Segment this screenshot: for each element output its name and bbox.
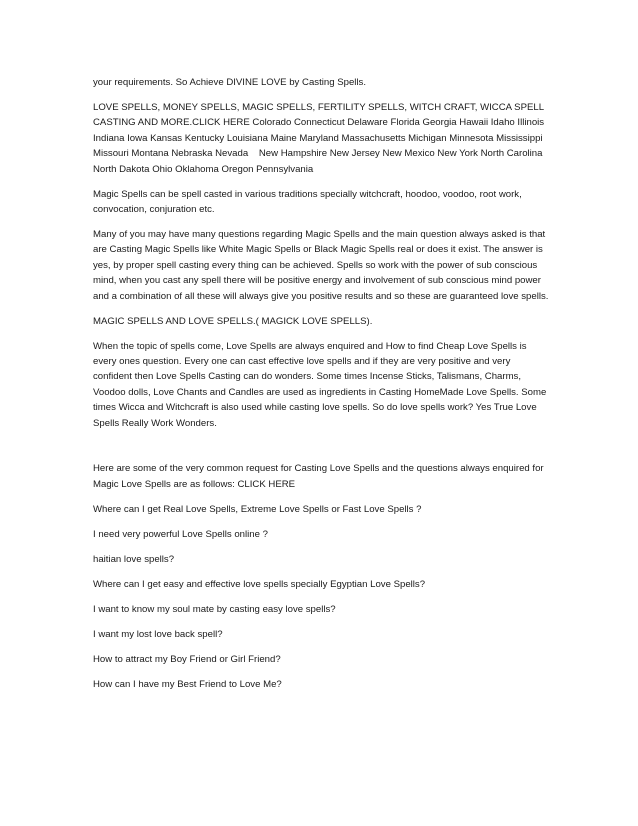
paragraph-traditions: Magic Spells can be spell casted in various traditions specially witchcraft, hoodoo, voodoo, root work, convocation, conjuration etc. [93,188,525,216]
paragraph-heading-magic-love-spells: MAGIC SPELLS AND LOVE SPELLS.( MAGICK LOVE SPELLS). [93,315,373,327]
question-item: I want my lost love back spell? [93,628,223,640]
document-body [93,75,549,702]
question-item: haitian love spells? [93,553,175,565]
paragraph-spell-types-states: LOVE SPELLS, MONEY SPELLS, MAGIC SPELLS, FERTILITY SPELLS, WITCH CRAFT, WICCA SPELL CASTING AND MORE.CLICK HERE Colorado Connecticut Delaware Florida Georgia Hawaii Idaho Illinois Indiana Iowa Kansas Kentucky Louisiana Maine Maryland Massachusetts Michigan Minnesota Mississippi Missouri Montana Nebraska Nevada New Hampshire New Jersey New Mexico New York North Carolina North Dakota Ohio Oklahoma Oregon Pennsylvania [93,102,547,175]
paragraph-intro: your requirements. So Achieve DIVINE LOVE by Casting Spells. [93,77,367,88]
paragraph-questions: Many of you may have many questions regarding Magic Spells and the main question always asked is that are Casting Magic Spells like White Magic Spells or Black Magic Spells real or does it exist. The answer is yes, by proper spell casting every thing can be achieved. Spells so work with the power of sub conscious mind, when you cast any spell there will be positive energy and involvement of sub conscious mind power and a combination of all these will always give you positive results and so these are guaranteed love spells. [93,229,549,302]
question-item: Where can I get Real Love Spells, Extreme Love Spells or Fast Love Spells ? [93,503,422,515]
question-item: I want to know my soul mate by casting easy love spells? [93,603,336,615]
question-item: How can I have my Best Friend to Love Me? [93,678,282,690]
question-item: Where can I get easy and effective love spells specially Egyptian Love Spells? [93,578,426,590]
question-item: How to attract my Boy Friend or Girl Friend? [93,653,281,665]
paragraph-common-requests: Here are some of the very common request for Casting Love Spells and the questions always enquired for Magic Love Spells are as follows: CLICK HERE [93,463,547,490]
question-item: I need very powerful Love Spells online ? [93,528,268,540]
paragraph-love-spells-topic: When the topic of spells come, Love Spells are always enquired and How to find Cheap Love Spells is every ones question. Every one can cast effective love spells and if they are very positive and very confident then Love Spells Casting can do wonders. Some times Incense Sticks, Talismans, Charms, Voodoo dolls, Love Chants and Candles are used as ingredients in Casting HomeMade Love Spells. Some times Wicca and Witchcraft is also used while casting love spells. So do love spells work? Yes True Love Spells Really Work Wonders. [93,340,549,429]
